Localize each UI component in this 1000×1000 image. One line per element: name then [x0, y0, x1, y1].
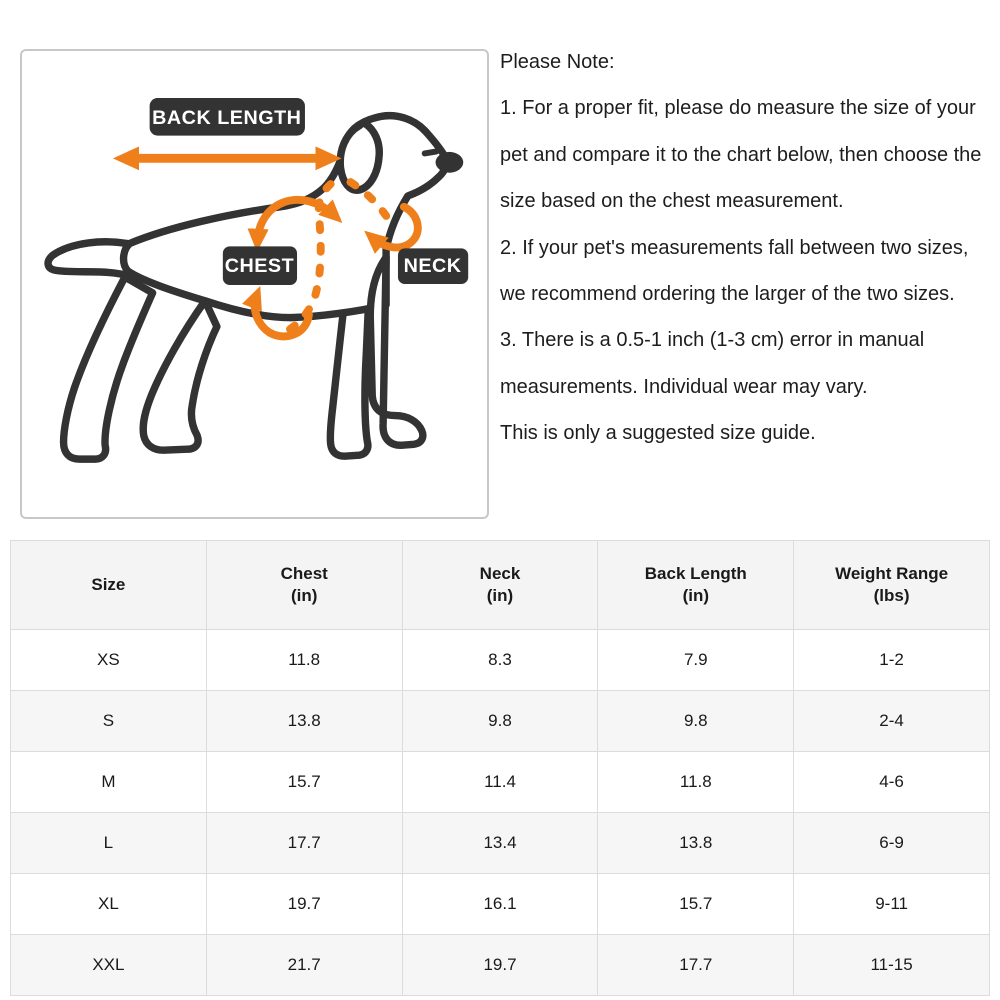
column-header-label: Weight Range [835, 564, 949, 583]
size-chart-table [10, 540, 990, 996]
table-cell: L [11, 813, 207, 874]
note-line: size based on the chest measurement. [500, 190, 844, 213]
column-header-label: Chest [280, 564, 328, 583]
table-cell: 9-11 [794, 874, 990, 935]
table-row-l [11, 813, 990, 874]
table-cell: 11.8 [598, 752, 794, 813]
dog-rear-leg-far [64, 277, 153, 459]
table-cell: 16.1 [402, 874, 598, 935]
table-cell: 2-4 [794, 691, 990, 752]
column-header-label: Back Length [644, 564, 747, 583]
dog-illustration [48, 116, 446, 459]
note-line: 3. There is a 0.5-1 inch (1-3 cm) error in manual [500, 329, 925, 352]
table-cell: 11.4 [402, 752, 598, 813]
dog-nose [436, 152, 464, 173]
column-header-unit: (lbs) [873, 586, 910, 605]
table-cell: 1-2 [794, 630, 990, 691]
table-row-m [11, 752, 990, 813]
table-row-xs [11, 630, 990, 691]
header-row [11, 541, 990, 630]
table-cell: 7.9 [598, 630, 794, 691]
table-cell: 13.8 [598, 813, 794, 874]
table-cell: 4-6 [794, 752, 990, 813]
table-cell: 6-9 [794, 813, 990, 874]
dog-measurement-diagram [22, 51, 487, 517]
chest-label: CHEST [224, 255, 295, 278]
table-cell: 13.4 [402, 813, 598, 874]
table-cell: 21.7 [206, 935, 402, 996]
table-cell: 11.8 [206, 630, 402, 691]
table-cell: 13.8 [206, 691, 402, 752]
table-cell: S [11, 691, 207, 752]
dog-front-leg-far [330, 301, 368, 456]
dog-rear-leg-near [143, 301, 217, 450]
column-header-unit: (in) [682, 586, 709, 605]
table-cell: 17.7 [206, 813, 402, 874]
table-cell: 15.7 [206, 752, 402, 813]
table-row-xxl [11, 935, 990, 996]
column-header-label: Size [91, 575, 126, 594]
table-cell: 9.8 [402, 691, 598, 752]
table-cell: 8.3 [402, 630, 598, 691]
table-cell: 15.7 [598, 874, 794, 935]
column-header-chest [206, 541, 402, 630]
column-header-weight-range [794, 541, 990, 630]
table-cell: 9.8 [598, 691, 794, 752]
table-cell: 17.7 [598, 935, 794, 996]
back-length-label: BACK LENGTH [152, 106, 302, 129]
note-line: This is only a suggested size guide. [500, 422, 816, 445]
dog-diagram-box [20, 49, 489, 519]
table-row-s [11, 691, 990, 752]
note-line: 1. For a proper fit, please do measure the size of your [500, 97, 976, 120]
table-cell: 11-15 [794, 935, 990, 996]
note-line: 2. If your pet's measurements fall between two sizes, [500, 236, 969, 259]
table-cell: 19.7 [206, 874, 402, 935]
table-cell: 19.7 [402, 935, 598, 996]
dog-ear [340, 123, 379, 190]
column-header-label: Neck [479, 564, 521, 583]
dog-front-leg-near [370, 257, 423, 445]
dog-muzzle-line [425, 151, 437, 153]
table-cell: M [11, 752, 207, 813]
column-header-unit: (in) [290, 586, 318, 605]
dog-body [124, 116, 447, 318]
column-header-neck [402, 541, 598, 630]
note-heading: Please Note: [500, 51, 615, 73]
note-line: we recommend ordering the larger of the two sizes. [500, 283, 955, 306]
note-line: measurements. Individual wear may vary. [500, 375, 868, 398]
table-cell: XL [11, 874, 207, 935]
neck-label: NECK [403, 255, 462, 278]
column-header-unit: (in) [486, 586, 514, 605]
column-header-back-length [598, 541, 794, 630]
note-line: pet and compare it to the chart below, then choose the [500, 143, 982, 166]
table-cell: XS [11, 630, 207, 691]
column-header-size [11, 541, 207, 630]
note-section [500, 39, 1000, 457]
table-cell: XXL [11, 935, 207, 996]
table-row-xl [11, 874, 990, 935]
